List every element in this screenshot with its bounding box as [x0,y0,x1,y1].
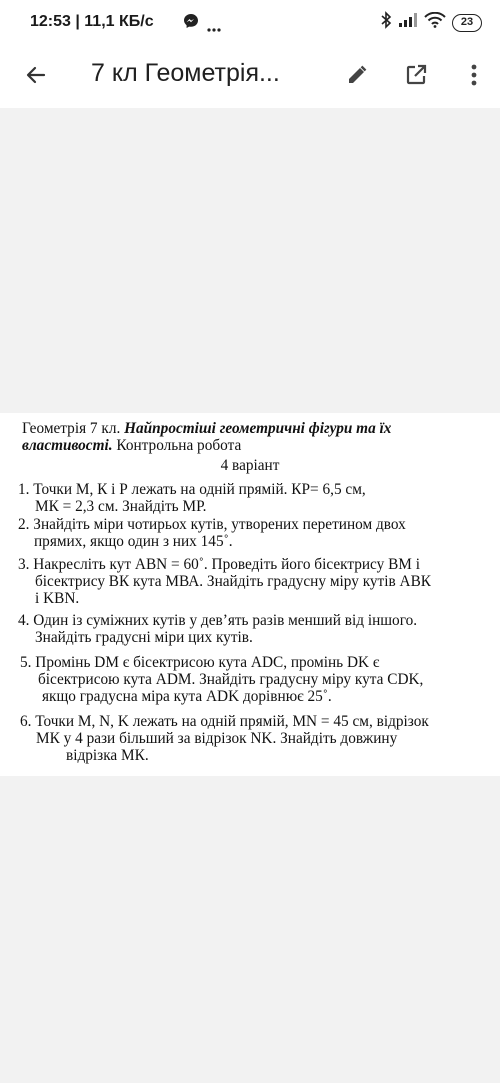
task-line: МК у 4 рази більший за відрізок NK. Знайдіть довжину [36,729,398,747]
wifi-icon [424,12,446,33]
task-line: відрізка МК. [66,746,149,764]
messenger-icon [183,13,199,34]
open-external-button[interactable] [396,55,436,95]
more-dots-icon [207,19,221,37]
header-topic-line1: Найпростіші геометричні фігури та їх [124,420,392,437]
header-type: Контрольна робота [116,436,242,454]
status-bar [0,0,500,42]
task-line: прямих, якщо один з них 145˚. [34,532,233,550]
task-line: МК = 2,3 см. Знайдіть МР. [35,497,207,515]
more-options-button[interactable] [454,55,494,95]
task-line: 1. Точки М, К і Р лежать на одній прямій. КР= 6,5 см, [18,481,366,498]
status-time-speed: 12:53 | 11,1 КБ/с [30,13,154,30]
open-external-icon [404,63,428,87]
signal-icon [398,12,418,33]
task-line: 5. Промінь DM є бісектрисою кута ADC, промінь DK є [20,654,380,671]
task-line: якщо градусна міра кута ADK дорівнює 25˚. [42,687,332,705]
back-button[interactable] [16,55,56,95]
task-item [18,557,493,607]
document-page-image [0,413,500,776]
edit-button[interactable] [337,55,377,95]
app-bar [0,42,500,108]
task-line: Знайдіть градусні міри цих кутів. [35,628,253,646]
task-item [20,655,495,705]
header-subject: Геометрія 7 кл. [22,420,121,437]
bluetooth-icon [380,11,392,34]
task-item [18,613,493,647]
task-line: 6. Точки M, N, K лежать на одній прямій, MN = 45 см, відрізок [20,713,429,730]
task-item [18,482,493,516]
battery-icon: 23 [452,14,482,32]
status-icons [380,11,482,34]
task-line: 2. Знайдіть міри чотирьох кутів, утворених перетином двох [18,516,406,533]
document-header [22,421,482,455]
more-vert-icon [471,64,477,86]
back-arrow-icon [24,63,48,87]
header-topic-line2: властивості. [22,436,113,454]
task-line: бісектрису ВК кута МВА. Знайдіть градусну міру кутів АВК [35,572,431,590]
document-title: 7 кл Геометрія... [91,59,280,87]
variant-label: 4 варіант [220,457,280,474]
task-item [20,714,495,764]
task-line: 4. Один із суміжних кутів у дев’ять разів менший від іншого. [18,612,418,629]
task-line: і KBN. [35,589,80,607]
task-line: 3. Накресліть кут ABN = 60˚. Проведіть його бісектрису ВМ і [18,556,420,573]
task-line: бісектрисою кута ADM. Знайдіть градусну міру кута CDK, [38,670,424,688]
pencil-icon [345,63,369,87]
task-item [18,517,493,551]
